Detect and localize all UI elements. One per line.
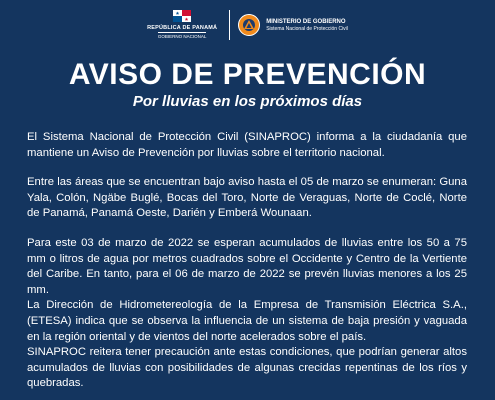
paragraph-etesa: La Dirección de Hidrometereología de la Empresa de Transmisión Eléctrica S.A., (ETESA) indica que se observa la influencia de un sistema de baja presión y vaguada en la región oriental y de vientos del norte acelerados sobre el país. <box>27 299 467 343</box>
paragraph-caution: SINAPROC reitera tener precaución ante estas condiciones, que podrían generar altos acumulados de lluvias con posibilidades de algunas crecidas repentinas de los ríos y quebradas. <box>27 346 467 390</box>
header <box>0 0 495 50</box>
civil-protection-emblem-icon <box>238 14 260 36</box>
ministry-text <box>266 18 348 33</box>
government-brand <box>147 10 348 40</box>
notice-body <box>27 130 467 392</box>
paragraph-forecast: Para este 03 de marzo de 2022 se esperan acumulados de lluvias entre los 50 a 75 mm o litros de agua por metros cuadrados sobre el Occidente y Centro de la Vertiente del Caribe. En tanto, para el 06 de marzo de 2022 se prevén lluvias menores a los 25 mm. <box>27 236 467 296</box>
paragraph-areas: Entre las áreas que se encuentran bajo aviso hasta el 05 de marzo se enumeran: Guna Yala, Colón, Ngäbe Buglé, Bocas del Toro, Norte de Veraguas, Norte de Coclé, Norte de Panamá, Panamá Oeste, Darién y Emberá Wounaan. <box>27 176 467 220</box>
header-divider <box>229 10 230 40</box>
page-subtitle: Por lluvias en los próximos días <box>132 93 363 110</box>
republic-name: REPÚBLICA DE PANAMÁ <box>147 25 218 31</box>
ministry-brand <box>238 14 348 36</box>
republic-logo <box>147 10 217 40</box>
paragraph-intro: El Sistema Nacional de Protección Civil (SINAPROC) informa a la ciudadanía que mantiene un Aviso de Prevención por lluvias sobre el territorio nacional. <box>27 131 467 159</box>
panama-flag-icon <box>173 10 191 22</box>
government-label: GOBIERNO NACIONAL <box>157 34 207 39</box>
ministry-name: MINISTERIO DE GOBIERNO <box>266 18 346 25</box>
page-title: AVISO DE PREVENCIÓN <box>68 58 427 91</box>
ministry-subtitle: Sistema Nacional de Protección Civil <box>266 25 348 32</box>
